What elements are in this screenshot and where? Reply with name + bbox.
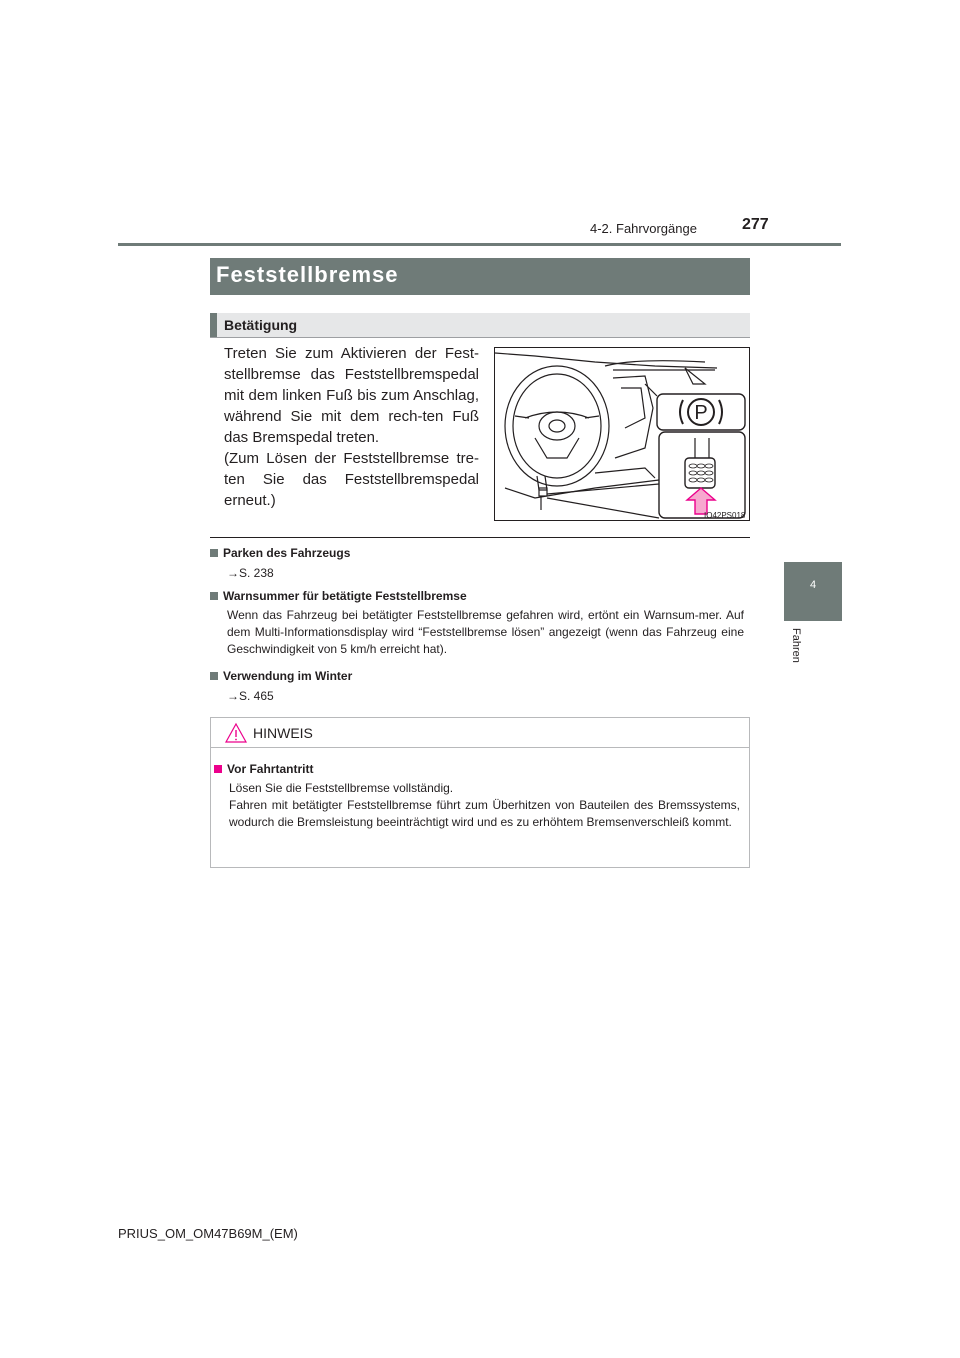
note-body: Wenn das Fahrzeug bei betätigter Feststellbremse gefahren wird, ertönt ein Warnsum-mer. Auf dem Multi-Informationsdisplay wird “Feststellbremse lösen” angezeigt (wenn das Fahrzeug eine Geschwindigkeit von 5 km/h erreicht hat). [227, 608, 744, 656]
subsection-bar [210, 313, 750, 337]
notice-heading: Vor Fahrtantritt [227, 762, 314, 776]
subsection-rule [210, 337, 750, 338]
note-winter [210, 669, 750, 705]
instruction-paragraph: Treten Sie zum Aktivieren der Fest-stellbremse das Feststellbremspedal mit dem linken Fuß bis zum Anschlag, während Sie mit dem rech-ten Fuß das Bremspedal treten. [224, 345, 479, 446]
pedal-arrow-icon [659, 432, 745, 518]
notice-content [214, 762, 740, 831]
note-body[interactable]: →S. 465 [227, 689, 274, 703]
bullet-square-icon [214, 765, 222, 773]
figure-code: IO42PS018 [704, 511, 746, 520]
notice-line: Lösen Sie die Feststellbremse vollständig. [229, 781, 454, 795]
page-title-bar [210, 258, 750, 295]
note-heading: Parken des Fahrzeugs [223, 546, 351, 560]
notice-title: HINWEIS [253, 725, 313, 741]
bullet-square-icon [210, 592, 218, 600]
page-number: 277 [742, 216, 769, 233]
chapter-label: Fahren [790, 628, 802, 663]
instruction-paragraph: (Zum Lösen der Feststellbremse tre-ten Sie das Feststellbremspedal erneut.) [224, 450, 479, 509]
document-footer: PRIUS_OM_OM47B69M_(EM) [118, 1226, 298, 1241]
section-separator [210, 537, 750, 538]
page-title: Feststellbremse [216, 262, 399, 287]
parking-symbol: P [694, 402, 708, 424]
instruction-text [224, 343, 479, 511]
bullet-square-icon [210, 549, 218, 557]
note-heading: Verwendung im Winter [223, 669, 353, 683]
subsection-title: Betätigung [224, 317, 298, 333]
warning-triangle-icon [224, 722, 248, 744]
parking-brake-indicator-icon [657, 368, 745, 430]
header-rule [118, 243, 841, 246]
bullet-square-icon [210, 672, 218, 680]
note-warning-buzzer [210, 589, 750, 658]
note-body[interactable]: →S. 238 [227, 566, 274, 580]
chapter-tab[interactable] [784, 562, 842, 621]
notice-line: Fahren mit betätigter Feststellbremse führt zum Überhitzen von Bauteilen des Bremssystems, wodurch die Bremsleistung beeinträchtigt wird und es zu erhöhtem Bremsenverschleiß kommt. [229, 798, 740, 829]
note-parking [210, 546, 750, 582]
chapter-number: 4 [809, 579, 817, 591]
note-heading: Warnsummer für betätigte Feststellbremse [223, 589, 467, 603]
notice-header-rule [210, 747, 750, 748]
dashboard-drawing [495, 348, 749, 520]
dashboard-illustration [494, 347, 750, 521]
section-title: 4-2. Fahrvorgänge [590, 221, 697, 236]
